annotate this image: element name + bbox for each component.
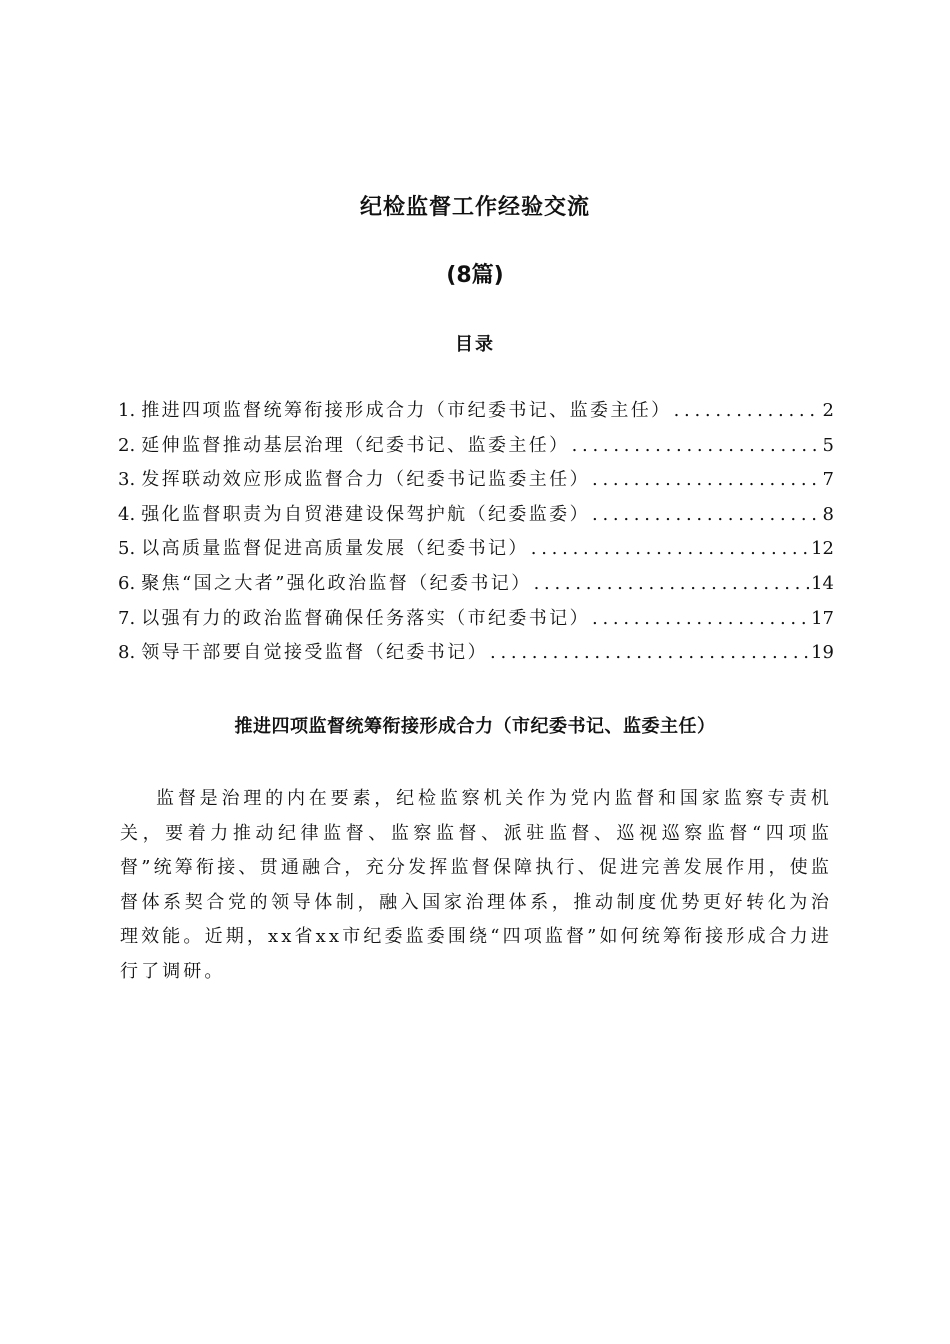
toc-entry-title: 领导干部要自觉接受监督（纪委书记）: [141, 642, 488, 664]
toc-entry-page: 2: [822, 400, 834, 421]
toc-entry-page: 5: [822, 434, 834, 456]
toc-entry-page: 8: [822, 503, 834, 525]
toc-entry[interactable]: [118, 431, 834, 466]
toc-entry[interactable]: [118, 569, 834, 604]
toc-entry-page: 17: [811, 607, 834, 629]
toc-entry-title: 推进四项监督统筹衔接形成合力（市纪委书记、监委主任）: [141, 400, 672, 421]
toc-leader-dots: [592, 469, 821, 490]
toc-entry[interactable]: [118, 465, 834, 500]
toc-entry-page: 14: [811, 572, 834, 594]
toc-entry[interactable]: [118, 500, 834, 535]
toc-entry-title: 聚焦“国之大者”强化政治监督（纪委书记）: [141, 572, 532, 594]
table-of-contents: [118, 396, 834, 673]
toc-leader-dots: [674, 400, 821, 421]
toc-entry[interactable]: [118, 604, 834, 639]
body-paragraph: 监督是治理的内在要素，纪检监察机关作为党内监督和国家监察专责机关，要着力推动纪律监督、监察监督、派驻监督、巡视巡察监督“四项监督”统筹衔接、贯通融合，充分发挥监督保障执行、促进完善发展作用，使监督体系契合党的领导体制，融入国家治理体系，推动制度优势更好转化为治理效能。近期，xx省xx市纪委监委围绕“四项监督”如何统筹衔接形成合力进行了调研。: [120, 788, 832, 982]
section-heading: 推进四项监督统筹衔接形成合力（市纪委书记、监委主任）: [234, 716, 716, 737]
toc-entry-number: 1.: [118, 400, 136, 421]
toc-entry-number: 2.: [118, 434, 136, 456]
toc-leader-dots: [592, 608, 809, 629]
toc-entry-number: 6.: [118, 572, 136, 594]
document-title: 纪检监督工作经验交流: [359, 195, 590, 220]
toc-entry-page: 7: [822, 469, 834, 491]
toc-entry-number: 5.: [118, 538, 136, 560]
toc-entry-number: 8.: [118, 642, 136, 664]
document-subtitle: (8篇): [446, 263, 504, 288]
toc-entry-title: 延伸监督推动基层治理（纪委书记、监委主任）: [141, 434, 570, 456]
toc-leader-dots: [490, 642, 809, 663]
toc-entry-title: 以高质量监督促进高质量发展（纪委书记）: [141, 538, 529, 560]
toc-entry[interactable]: [118, 396, 834, 431]
toc-entry-title: 强化监督职责为自贸港建设保驾护航（纪委监委）: [141, 503, 590, 525]
toc-entry-page: 12: [811, 538, 834, 560]
toc-heading: 目录: [455, 334, 495, 355]
toc-entry-number: 3.: [118, 469, 136, 491]
toc-entry[interactable]: [118, 638, 834, 673]
toc-entry-title: 以强有力的政治监督确保任务落实（市纪委书记）: [141, 607, 590, 629]
toc-entry[interactable]: [118, 534, 834, 569]
toc-entry-number: 7.: [118, 607, 136, 629]
toc-leader-dots: [592, 504, 821, 525]
toc-leader-dots: [534, 573, 810, 594]
toc-leader-dots: [572, 435, 821, 456]
toc-leader-dots: [531, 538, 809, 559]
toc-entry-number: 4.: [118, 503, 136, 525]
toc-entry-title: 发挥联动效应形成监督合力（纪委书记监委主任）: [141, 469, 590, 491]
toc-entry-page: 19: [811, 642, 834, 664]
